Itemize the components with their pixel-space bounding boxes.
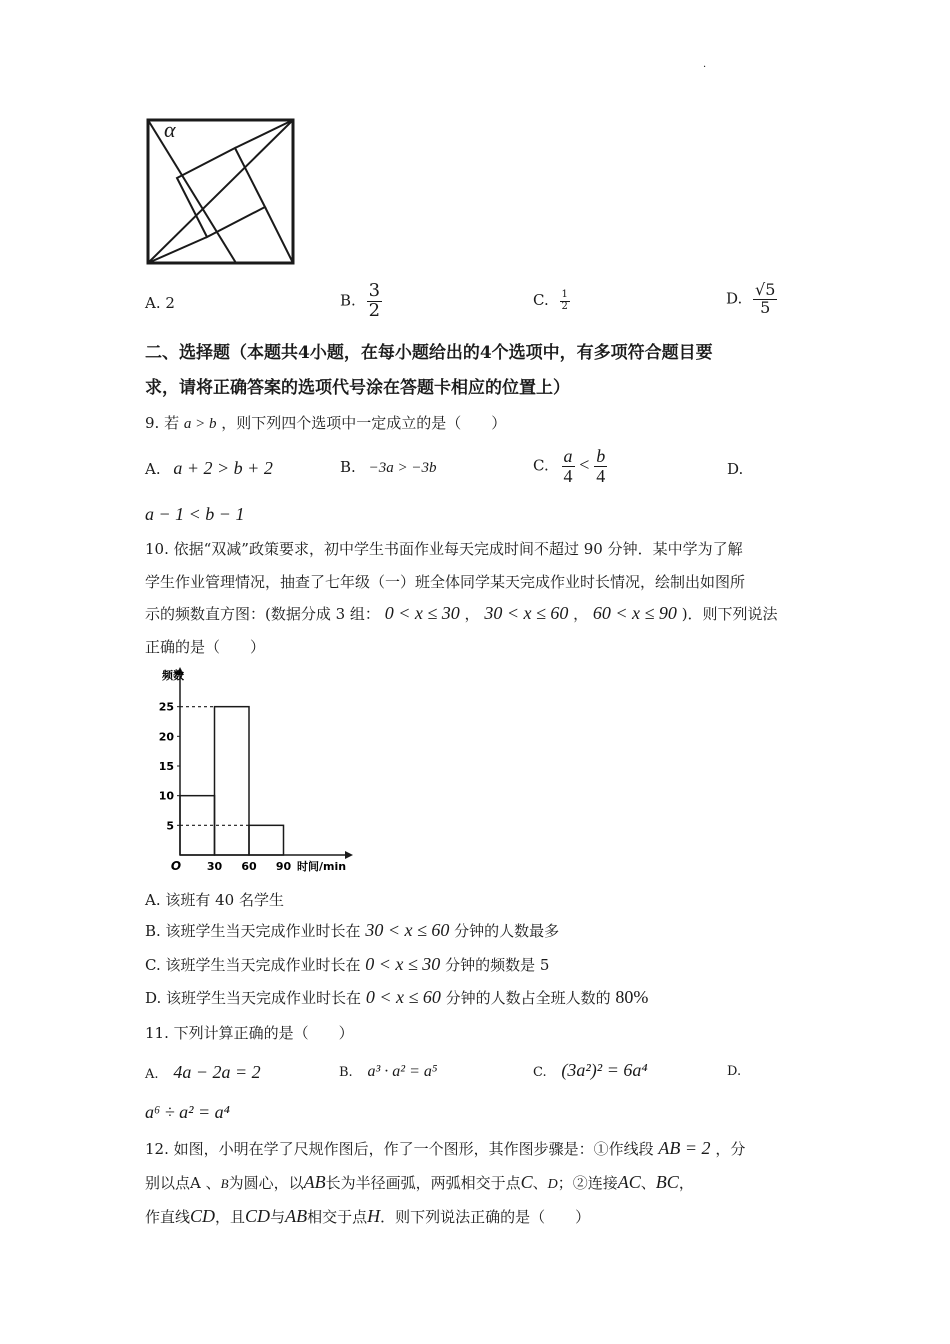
q11-option-a[interactable]: [145, 1062, 261, 1083]
q12-l2-mid2: 长为半径画弧，两弧相交于点: [325, 1174, 521, 1192]
q12-l3-cd: CD: [190, 1206, 216, 1226]
q9-c-letter: C.: [533, 456, 549, 475]
q12-l2-mid3: ；②连接: [557, 1174, 618, 1192]
q11-stem: 11. 下列计算正确的是（ ）: [145, 1024, 354, 1042]
q10-d-math: 0 < x ≤ 60: [365, 987, 441, 1007]
q8-c-den: 2: [561, 300, 568, 312]
q12-l3-mid2: 与: [270, 1208, 286, 1226]
histogram-bar: [180, 796, 215, 855]
q10-option-b[interactable]: [145, 920, 559, 941]
q12-l3-ab: AB: [285, 1206, 308, 1226]
q10-option-c[interactable]: [145, 954, 549, 975]
q9-c-a: a: [563, 446, 573, 466]
q8-c-num: 1: [561, 289, 568, 300]
q12-line1-post: ，分: [715, 1140, 746, 1158]
q9-stem-math: a > b: [183, 416, 217, 432]
q8-d-fraction: [753, 282, 777, 317]
q8-b-den: 2: [368, 299, 381, 321]
q12-l2-ab: AB: [303, 1172, 326, 1192]
q8-option-d[interactable]: [726, 282, 777, 317]
q11-b-math: a³ · a² = a⁵: [367, 1063, 438, 1080]
q9-option-a[interactable]: [145, 458, 273, 479]
q9-stem-pre: 9. 若: [145, 414, 180, 432]
q9-b-math: −3a > −3b: [368, 460, 437, 476]
q12-l3-mid3: 相交于点: [307, 1208, 368, 1226]
q8-b-num: 3: [368, 280, 381, 301]
q12-line3: [145, 1206, 590, 1227]
q10-c-post: 分钟的频数是 5: [445, 956, 550, 974]
q12-l2-b: B: [220, 1176, 229, 1191]
q11-option-c[interactable]: [533, 1060, 648, 1081]
q10-option-d[interactable]: [145, 987, 648, 1008]
q10-d-post: 分钟的人数占全班人数的: [445, 989, 611, 1007]
x-tick-label: 90: [275, 860, 292, 873]
q12-l2-pre: 别以点A 、: [145, 1174, 221, 1192]
q8-b-fraction: [367, 282, 382, 321]
q10-line2: 学生作业管理情况，抽查了七年级（一）班全体同学某天完成作业时长情况，绘制出如图所: [145, 573, 746, 591]
q12-l2-sep: 、: [532, 1174, 548, 1192]
y-tick-label: 15: [158, 760, 174, 773]
q11-c-math: (3a²)² = 6a⁴: [561, 1060, 648, 1080]
q8-c-fraction: [560, 290, 570, 312]
q10-c-math: 0 < x ≤ 30: [365, 954, 441, 974]
q8-option-a[interactable]: [145, 294, 175, 312]
pinwheel-line-6: [148, 237, 207, 263]
q8-option-b[interactable]: [340, 282, 382, 321]
y-tick-label: 25: [158, 700, 174, 714]
q10-option-a[interactable]: A. 该班有 40 名学生: [145, 891, 284, 909]
q10-comma1: ，: [464, 605, 480, 623]
q9-c-b: b: [596, 446, 606, 466]
q12-l3-mid: ，且: [215, 1208, 246, 1226]
y-tick-label: 20: [158, 730, 174, 744]
q12-l2-mid: 为圆心，以: [228, 1174, 304, 1192]
q12-l3-post: ．则下列说法正确的是（ ）: [380, 1208, 591, 1226]
q11-d-math: a⁶ ÷ a² = a⁴: [145, 1102, 230, 1122]
pinwheel-line-1: [148, 120, 236, 263]
q12-l3-pre: 作直线: [145, 1208, 191, 1226]
q10-b-math: 30 < x ≤ 60: [365, 920, 450, 940]
q10-group1: 0 < x ≤ 30: [384, 603, 460, 623]
pinwheel-line-4: [235, 120, 293, 148]
q9-c-frac-b: [594, 447, 607, 486]
q8-d-num: √5: [755, 280, 776, 299]
x-axis-label: 时间/min: [297, 860, 347, 873]
q12-line2: [145, 1172, 694, 1193]
q10-b-pre: B. 该班学生当天完成作业时长在: [145, 922, 361, 940]
q10-line3-post: )．则下列说法: [681, 605, 778, 623]
q11-c-letter: C.: [533, 1065, 547, 1080]
q10-group3: 60 < x ≤ 90: [592, 603, 677, 623]
alpha-label: α: [164, 117, 176, 142]
q8-a-value: 2: [165, 294, 175, 312]
histogram-bar: [249, 825, 284, 855]
q12-l2-d: D: [547, 1177, 558, 1192]
q10-line4: 正确的是（ ）: [145, 638, 266, 656]
y-tick-label: 5: [166, 819, 174, 833]
q10-d-pct: 80%: [615, 987, 649, 1007]
x-tick-label: 30: [206, 860, 223, 873]
q12-line1-pre: 12. 如图，小明在学了尺规作图后，作了一个图形，其作图步骤是：①作线段: [145, 1140, 654, 1158]
q12-l2-end: ，: [678, 1174, 694, 1192]
q12-l3-h: H: [367, 1206, 381, 1226]
q12-l2-c: C: [520, 1172, 533, 1192]
q9-a-math: a + 2 > b + 2: [173, 458, 273, 478]
q11-a-math: 4a − 2a = 2: [173, 1062, 261, 1082]
section2-heading-line2: 求，请将正确答案的选项代号涂在答题卡相应的位置上）: [145, 378, 570, 398]
q9-option-b[interactable]: [340, 458, 436, 477]
x-axis-arrow: [345, 851, 353, 859]
q9-c-frac-a: [562, 447, 575, 486]
q10-line1: 10. 依据“双减”政策要求，初中学生书面作业每天完成时间不超过 90 分钟．某中学为了解: [145, 540, 743, 558]
q9-c-lt: <: [579, 454, 590, 475]
q8-d-letter: D.: [726, 289, 743, 308]
q9-option-c[interactable]: [533, 447, 607, 486]
q9-option-d[interactable]: D.: [727, 460, 744, 478]
q11-b-letter: B.: [339, 1065, 353, 1080]
q12-l3-cd2: CD: [245, 1206, 271, 1226]
q10-d-pre: D. 该班学生当天完成作业时长在: [145, 989, 362, 1007]
pinwheel-line-5: [265, 207, 293, 263]
histogram-bar: [215, 707, 250, 855]
q11-option-b[interactable]: [339, 1062, 437, 1081]
q9-stem-post: ，则下列四个选项中一定成立的是（ ）: [221, 414, 507, 432]
origin-label: O: [170, 859, 182, 873]
q10-b-post: 分钟的人数最多: [454, 922, 560, 940]
q9-c-four2: 4: [596, 465, 606, 486]
q9-b-letter: B.: [340, 458, 356, 476]
q9-d-math: a − 1 < b − 1: [145, 504, 245, 524]
q11-option-d[interactable]: D.: [727, 1064, 742, 1079]
q9-stem: [145, 412, 506, 433]
q10-line3: [145, 603, 778, 624]
q10-comma2: ，: [573, 605, 589, 623]
q12-ab-eq: AB = 2: [658, 1138, 711, 1158]
y-axis-label: 频数: [162, 669, 184, 682]
q12-l2-bc: BC: [655, 1172, 679, 1192]
section2-heading-line1: 二、选择题（本题共4小题，在每小题给出的4个选项中，有多项符合题目要: [145, 343, 713, 363]
q10-c-pre: C. 该班学生当天完成作业时长在: [145, 956, 361, 974]
q12-l2-ac: AC: [617, 1172, 641, 1192]
frequency-histogram: [150, 665, 360, 875]
q8-d-den: 5: [760, 297, 771, 317]
x-tick-label: 60: [241, 860, 257, 873]
q11-a-letter: A.: [145, 1067, 159, 1082]
q12-l2-sep2: 、: [640, 1174, 656, 1192]
y-tick-label: 10: [158, 789, 174, 803]
q9-a-letter: A.: [145, 460, 161, 478]
top-mark: ·: [703, 62, 707, 73]
q8-a-letter: A.: [145, 294, 161, 312]
q10-group2: 30 < x ≤ 60: [484, 603, 569, 623]
q9-c-four1: 4: [563, 465, 573, 486]
q8-option-c[interactable]: [533, 290, 570, 312]
q8-b-letter: B.: [340, 291, 356, 310]
q8-c-letter: C.: [533, 291, 549, 309]
q12-line1: [145, 1138, 745, 1159]
q10-line3-pre: 示的频数直方图：(数据分成 3 组：: [145, 605, 380, 623]
